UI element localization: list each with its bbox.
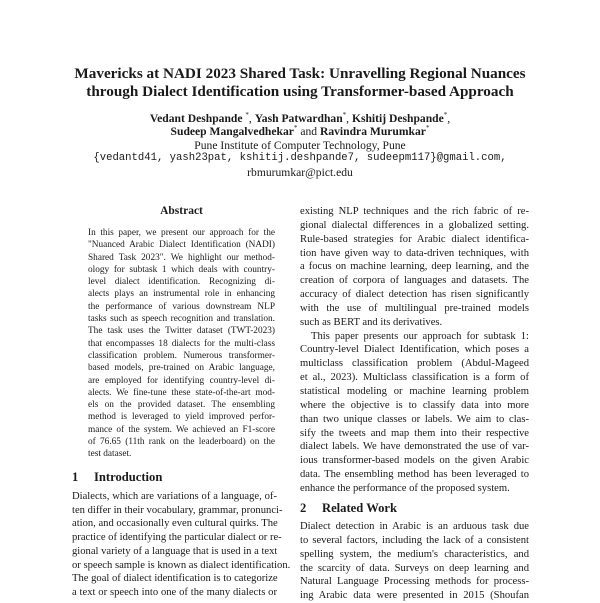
author-line: Vedant Deshpande *, Yash Patwardhan*, Kshitij Deshpande*,: [149, 111, 451, 125]
emails: {vedantd41, yash23pat, kshitij.deshpande7, sudeepm117}@gmail.com,: [93, 152, 507, 165]
author-mark: *: [245, 111, 249, 120]
text-line: test dataset.: [88, 449, 132, 460]
author-name: Ravindra Murumkar: [319, 125, 426, 139]
title-line: Mavericks at NADI 2023 Shared Task: Unravelling Regional Nuances: [74, 65, 526, 82]
text-line: multiclass classification problem (Abdul-Mageed: [300, 358, 529, 370]
text-line: tasks such as speech recognition and translation.: [88, 314, 275, 325]
section-heading-introduction: [72, 470, 162, 485]
text-line: with the use of multilingual pre-trained models: [300, 302, 529, 314]
author-mark: *: [342, 111, 347, 120]
section-title: Related Work: [322, 501, 397, 515]
author-and: and: [300, 125, 318, 139]
text-line: data. The ensembling method has been leveraged to: [300, 469, 529, 481]
text-line: accuracy of dialect detection has risen significantly: [300, 289, 529, 301]
text-line: enhance the performance of the proposed system.: [300, 482, 510, 494]
title-line: through Dialect Identification using Transformer-based Approach: [86, 82, 514, 100]
text-line: practice of identifying the particular dialect or re-: [72, 532, 282, 544]
email-secondary: rbmurumkar@pict.edu: [247, 165, 353, 179]
text-line: level dialect identification. Recognizing di-: [88, 277, 275, 288]
author-block: [0, 112, 600, 179]
paper-title: [0, 65, 600, 100]
text-line: "Nuanced Arabic Dialect Identification (NADI): [88, 240, 275, 251]
author-name: Vedant Deshpande: [149, 112, 243, 125]
text-line: spelling system, the medium's characteristics, and: [300, 548, 529, 560]
related-work-body: [300, 520, 529, 603]
text-line: are employed for identifying country-level di-: [88, 375, 275, 386]
text-line: such as BERT and its derivatives.: [300, 316, 443, 328]
right-column-body: [300, 205, 529, 496]
abstract-body: [88, 227, 275, 461]
section-title: Introduction: [94, 470, 163, 484]
text-line: Dialect detection in Arabic is an arduous task due: [300, 521, 529, 532]
text-line: to several factors, including the lack of a consistent: [300, 534, 529, 546]
text-line: dialect labels. We have demonstrated the use of var-: [300, 441, 529, 453]
text-line: a focus on machine learning, deep learning, and the: [300, 261, 529, 273]
text-line: the performance of various downstream NLP: [88, 301, 275, 312]
text-line: creation of corpora of languages and datasets. The: [300, 275, 529, 287]
text-line: where the objective is to classify data into more: [300, 399, 529, 411]
text-line: ology for subtask 1 which deals with country-: [88, 264, 275, 275]
text-line: Shared Task 2023". We highlight our method-: [88, 252, 275, 263]
text-line: classification problem. Numerous transformer-: [88, 350, 275, 361]
text-line: sify the tweets and map them into their respective: [300, 427, 529, 439]
text-line: Dialects, which are variations of a language, of-: [72, 491, 277, 502]
text-line: et al., 2023). Multiclass classification is a form of: [300, 372, 529, 384]
author-line: [0, 125, 600, 138]
abstract-heading: Abstract: [160, 205, 203, 217]
text-line: than two unique classes or labels. We aim to clas-: [300, 413, 529, 425]
text-line: ation, and occasionally even cultural quirks. The: [72, 518, 278, 530]
text-line: The goal of dialect identification is to categorize: [72, 573, 278, 585]
paragraph: [300, 330, 529, 496]
text-line: the scarcity of data. Surveys on deep learning and: [300, 562, 529, 574]
paragraph: [300, 205, 529, 330]
text-line: The task uses the Twitter dataset (TWT-2023): [88, 326, 275, 337]
section-number: 1: [72, 470, 79, 484]
text-line: or speech sample is known as dialect identification.: [72, 559, 291, 571]
text-line: alects. We fine-tune these state-of-the-art mod-: [88, 387, 275, 398]
section-heading-related-work: [300, 501, 397, 516]
introduction-body: [72, 490, 291, 600]
text-line: existing NLP techniques and the rich fabric of re-: [300, 206, 529, 217]
text-line: els on the provided dataset. The ensembling: [88, 400, 275, 411]
text-line: Natural Language Processing methods for process-: [300, 576, 529, 588]
text-line: based models, pre-trained on Arabic language,: [88, 363, 275, 374]
text-line: statistical modeling or machine learning problem: [300, 385, 529, 397]
text-line: gional variety of a language that is used in a text: [72, 545, 278, 557]
text-line: This paper presents our approach for subtask 1:: [311, 330, 529, 342]
text-line: alects plays an instrumental role in enhancing: [88, 289, 275, 300]
author-name: Yash Patwardhan: [254, 112, 343, 125]
author-mark: *: [425, 124, 430, 133]
text-line: a text or speech into one of the many dialects or: [72, 586, 277, 598]
text-line: mance of the system. We achieved an F1-score: [88, 424, 275, 435]
author-mark: *: [443, 111, 448, 120]
section-number: 2: [300, 501, 307, 515]
text-line: ing Arabic data were presented in 2015 (Shoufan: [300, 590, 529, 602]
text-line: Rule-based strategies for Arabic dialect identifica-: [300, 233, 529, 245]
author-name: Sudeep Mangalvedhekar: [170, 125, 294, 139]
text-line: of 76.65 (11th rank on the leaderboard) on the: [88, 437, 275, 448]
text-line: that encompasses 18 dialects for the multi-class: [88, 338, 275, 349]
text-line: tion have given way to data-driven techniques, with: [300, 247, 529, 259]
author-name: Kshitij Deshpande: [351, 112, 444, 125]
text-line: In this paper, we present our approach for the: [88, 228, 275, 238]
text-line: ten differ in their vocabulary, grammar, pronunci-: [72, 504, 283, 516]
affiliation: Pune Institute of Computer Technology, Pune: [194, 138, 406, 152]
text-line: ious transformer-based models on the given Arabic: [300, 455, 529, 467]
text-line: gional dialectal differences in a globalized setting.: [300, 219, 529, 231]
text-line: Country-level Dialect Identification, which poses a: [300, 344, 529, 356]
text-line: method is leveraged to yield improved perfor-: [88, 412, 275, 423]
author-mark: *: [293, 124, 298, 133]
